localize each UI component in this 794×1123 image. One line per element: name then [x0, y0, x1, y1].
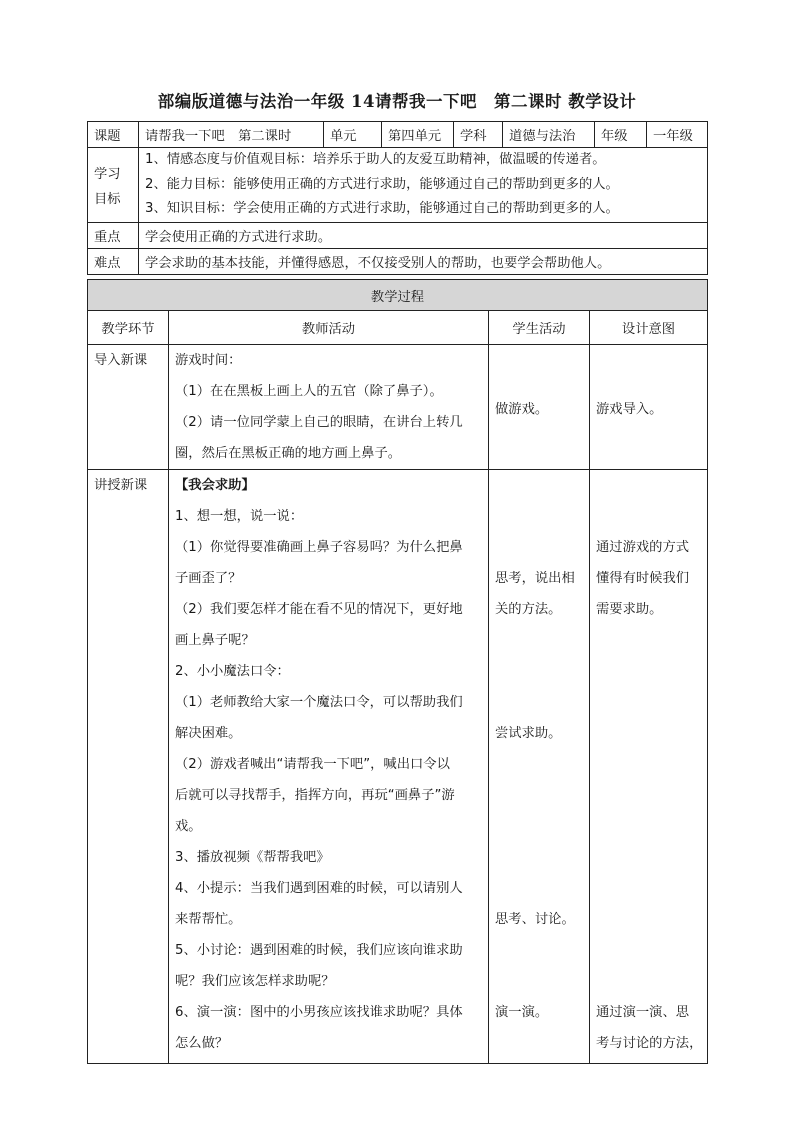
- student-note: 思考、讨论。: [495, 912, 575, 927]
- activity-line: 2、小小魔法口令：: [175, 664, 290, 679]
- teacher-activity-cell: [169, 345, 489, 470]
- goal-item: 1、情感态度与价值观目标：培养乐于助人的友爱互助精神，做温暖的传递者。: [145, 152, 606, 168]
- intent-note: 通过演一演、思: [596, 1005, 690, 1020]
- subject-value: 道德与法治: [503, 122, 595, 148]
- stage-cell: 导入新课: [88, 345, 169, 470]
- lesson-value: 请帮我一下吧 第二课时: [139, 122, 324, 148]
- unit-label: 单元: [324, 122, 382, 148]
- student-activity-cell: [489, 470, 590, 1064]
- activity-line: 3、播放视频《帮帮我吧》: [175, 850, 330, 865]
- grade-value: 一年级: [647, 122, 708, 148]
- activity-line: 怎么做？: [175, 1036, 229, 1051]
- column-header: 设计意图: [590, 311, 708, 345]
- column-header: 教师活动: [169, 311, 489, 345]
- design-intent-cell: [590, 470, 708, 1064]
- goal-item: 2、能力目标：能够使用正确的方式进行求助，能够通过自己的帮助到更多的人。: [145, 176, 619, 192]
- unit-value: 第四单元: [382, 122, 454, 148]
- activity-line: 呢？我们应该怎样求助呢？: [175, 974, 335, 989]
- teacher-activity-cell: [169, 470, 489, 1064]
- table-row: [88, 345, 708, 470]
- activity-line: （2）我们要怎样才能在看不见的情况下，更好地: [175, 602, 463, 617]
- stage-cell: 讲授新课: [88, 470, 169, 1064]
- activity-line: 来帮帮忙。: [175, 912, 242, 927]
- activity-line: 解决困难。: [175, 726, 242, 741]
- activity-line: 后就可以寻找帮手，指挥方向，再玩“画鼻子”游: [175, 788, 455, 803]
- activity-line: （1）老师教给大家一个魔法口令，可以帮助我们: [175, 695, 463, 710]
- student-note: 演一演。: [495, 1005, 549, 1020]
- key-point-value: 学会使用正确的方式进行求助。: [139, 223, 708, 249]
- activity-line: 1、想一想，说一说：: [175, 509, 304, 524]
- page-title: 部编版道德与法治一年级 14请帮我一下吧 第二课时 教学设计: [157, 92, 637, 111]
- student-note: 思考，说出相: [495, 571, 575, 586]
- activity-line: 4、小提示：当我们遇到困难的时候，可以请别人: [175, 881, 463, 896]
- section-heading: 【我会求助】: [175, 478, 255, 493]
- goals-label: 学习 目标: [88, 148, 139, 223]
- intent-note: 考与讨论的方法，: [596, 1036, 703, 1051]
- student-activity-cell: 做游戏。: [489, 345, 590, 470]
- table-row: [88, 470, 708, 1064]
- goal-item: 3、知识目标：学会使用正确的方式进行求助，能够通过自己的帮助到更多的人。: [145, 201, 619, 217]
- intent-note: 懂得有时候我们: [596, 571, 690, 586]
- grade-label: 年级: [595, 122, 647, 148]
- key-point-label: 重点: [88, 223, 139, 249]
- activity-line: （1）在在黑板上画上人的五官（除了鼻子）。: [175, 384, 443, 399]
- student-note: 关的方法。: [495, 602, 562, 617]
- difficulty-label: 难点: [88, 249, 139, 275]
- activity-line: 游戏时间：: [175, 353, 242, 368]
- intent-note: 需要求助。: [596, 602, 663, 617]
- column-header: 学生活动: [489, 311, 590, 345]
- column-header: 教学环节: [88, 311, 169, 345]
- activity-line: 画上鼻子呢？: [175, 633, 255, 648]
- teaching-process-table: [87, 279, 708, 1064]
- design-intent-cell: 游戏导入。: [590, 345, 708, 470]
- subject-label: 学科: [454, 122, 503, 148]
- difficulty-value: 学会求助的基本技能，并懂得感恩，不仅接受别人的帮助，也要学会帮助他人。: [139, 249, 708, 275]
- activity-line: （1）你觉得要准确画上鼻子容易吗？为什么把鼻: [175, 540, 463, 555]
- activity-line: （2）请一位同学蒙上自己的眼睛，在讲台上转几: [175, 415, 463, 430]
- activity-line: （2）游戏者喊出“请帮我一下吧”，喊出口令以: [175, 757, 450, 772]
- activity-line: 6、演一演：图中的小男孩应该找谁求助呢？具体: [175, 1005, 463, 1020]
- goals-list: [139, 148, 708, 223]
- activity-line: 子画歪了？: [175, 571, 242, 586]
- lesson-info-table: [87, 121, 708, 275]
- activity-line: 戏。: [175, 819, 202, 834]
- activity-line: 5、小讨论：遇到困难的时候，我们应该向谁求助: [175, 943, 463, 958]
- student-note: 尝试求助。: [495, 726, 562, 741]
- process-header: 教学过程: [88, 280, 708, 311]
- intent-note: 通过游戏的方式: [596, 540, 690, 555]
- activity-line: 圈，然后在黑板正确的地方画上鼻子。: [175, 446, 402, 461]
- lesson-label: 课题: [88, 122, 139, 148]
